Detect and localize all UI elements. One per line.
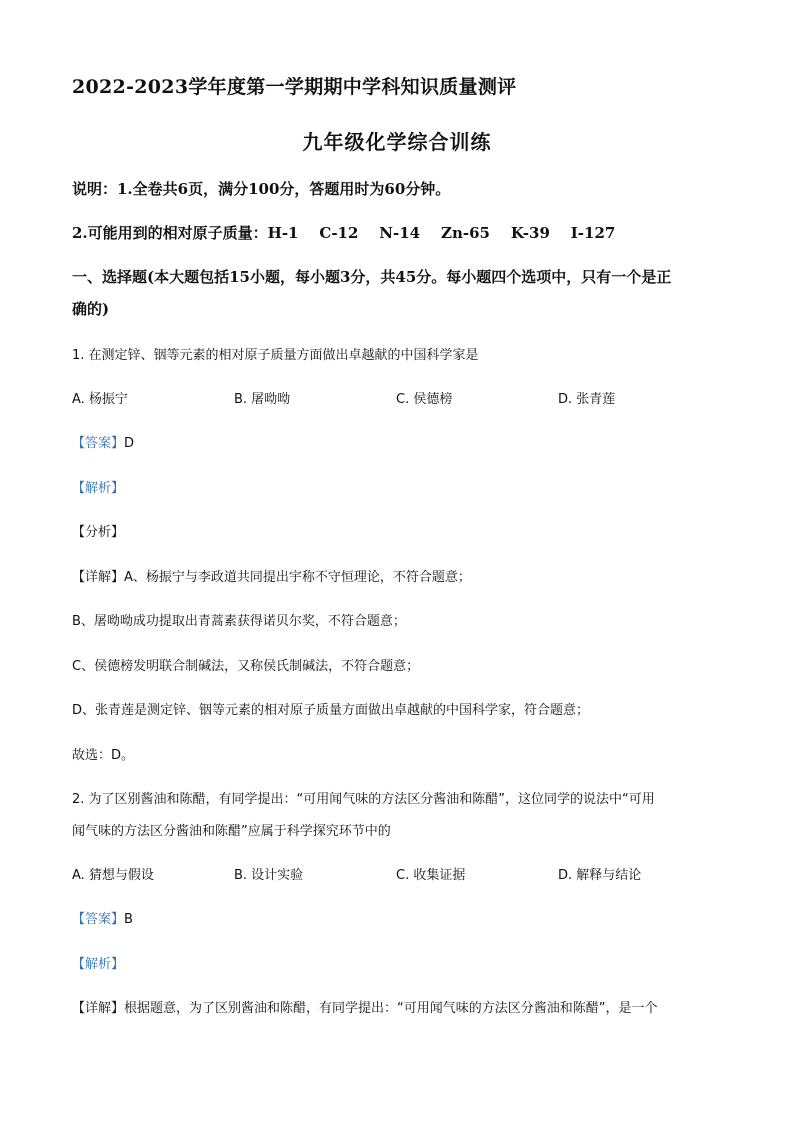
q1-stem: 1. 在测定锌、铟等元素的相对原子质量方面做出卓越献的中国科学家是 (72, 348, 479, 363)
detail-text: A、杨振宁与李政道共同提出宇称不守恒理论，不符合题意； (124, 570, 471, 585)
q2-analysis-tag: 【解析】 (72, 957, 125, 972)
q2-option-c: C. 收集证据 (396, 868, 466, 883)
answer-value: D (124, 436, 135, 451)
q1-option-d: D. 张青莲 (558, 392, 616, 407)
document-subtitle: 九年级化学综合训练 (302, 130, 492, 154)
document-title: 2022-2023学年度第一学期期中学科知识质量测评 (72, 76, 517, 98)
q1-option-a: A. 杨振宁 (72, 392, 128, 407)
section-heading: 一、选择题(本大题包括15小题，每小题3分，共45分。每小题四个选项中，只有一个是正 (72, 268, 672, 286)
note-line-2: 2.可能用到的相对原子质量：H-1 C-12 N-14 Zn-65 K-39 I-127 (72, 224, 616, 242)
q2-answer (72, 908, 133, 927)
detail-text: 根据题意，为了区别酱油和陈醋，有同学提出：“可用闻气味的方法区分酱油和陈醋”，是一个 (124, 1001, 658, 1016)
q1-detail-a (72, 566, 471, 585)
q1-detail-b: B、屠呦呦成功提取出青蒿素获得诺贝尔奖，不符合题意； (72, 614, 406, 629)
q1-option-b: B. 屠呦呦 (234, 392, 291, 407)
q1-fenxi-tag: 【分析】 (72, 525, 125, 540)
q1-option-c: C. 侯德榜 (396, 392, 453, 407)
detail-tag: 【详解】 (72, 570, 125, 585)
q1-conclusion: 故选：D。 (72, 748, 135, 763)
q2-option-a: A. 猜想与假设 (72, 868, 154, 883)
q1-detail-d: D、张青莲是测定锌、铟等元素的相对原子质量方面做出卓越献的中国科学家，符合题意； (72, 703, 590, 718)
q2-stem: 2. 为了区别酱油和陈醋，有同学提出：“可用闻气味的方法区分酱油和陈醋”，这位同学的说法中“可用 (72, 792, 655, 807)
detail-tag: 【详解】 (72, 1001, 125, 1016)
q2-option-d: D. 解释与结论 (558, 868, 642, 883)
q2-option-b: B. 设计实验 (234, 868, 304, 883)
answer-tag: 【答案】 (72, 912, 125, 927)
q1-analysis-tag: 【解析】 (72, 481, 125, 496)
note-line-1: 说明：1.全卷共6页，满分100分，答题用时为60分钟。 (72, 180, 451, 198)
q2-stem-cont: 闻气味的方法区分酱油和陈醋”应属于科学探究环节中的 (72, 824, 391, 839)
q2-detail (72, 997, 658, 1016)
q1-answer (72, 432, 134, 451)
section-heading-cont: 确的) (72, 300, 110, 318)
q1-detail-c: C、侯德榜发明联合制碱法，又称侯氏制碱法，不符合题意； (72, 659, 420, 674)
answer-value: B (124, 912, 133, 927)
answer-tag: 【答案】 (72, 436, 125, 451)
